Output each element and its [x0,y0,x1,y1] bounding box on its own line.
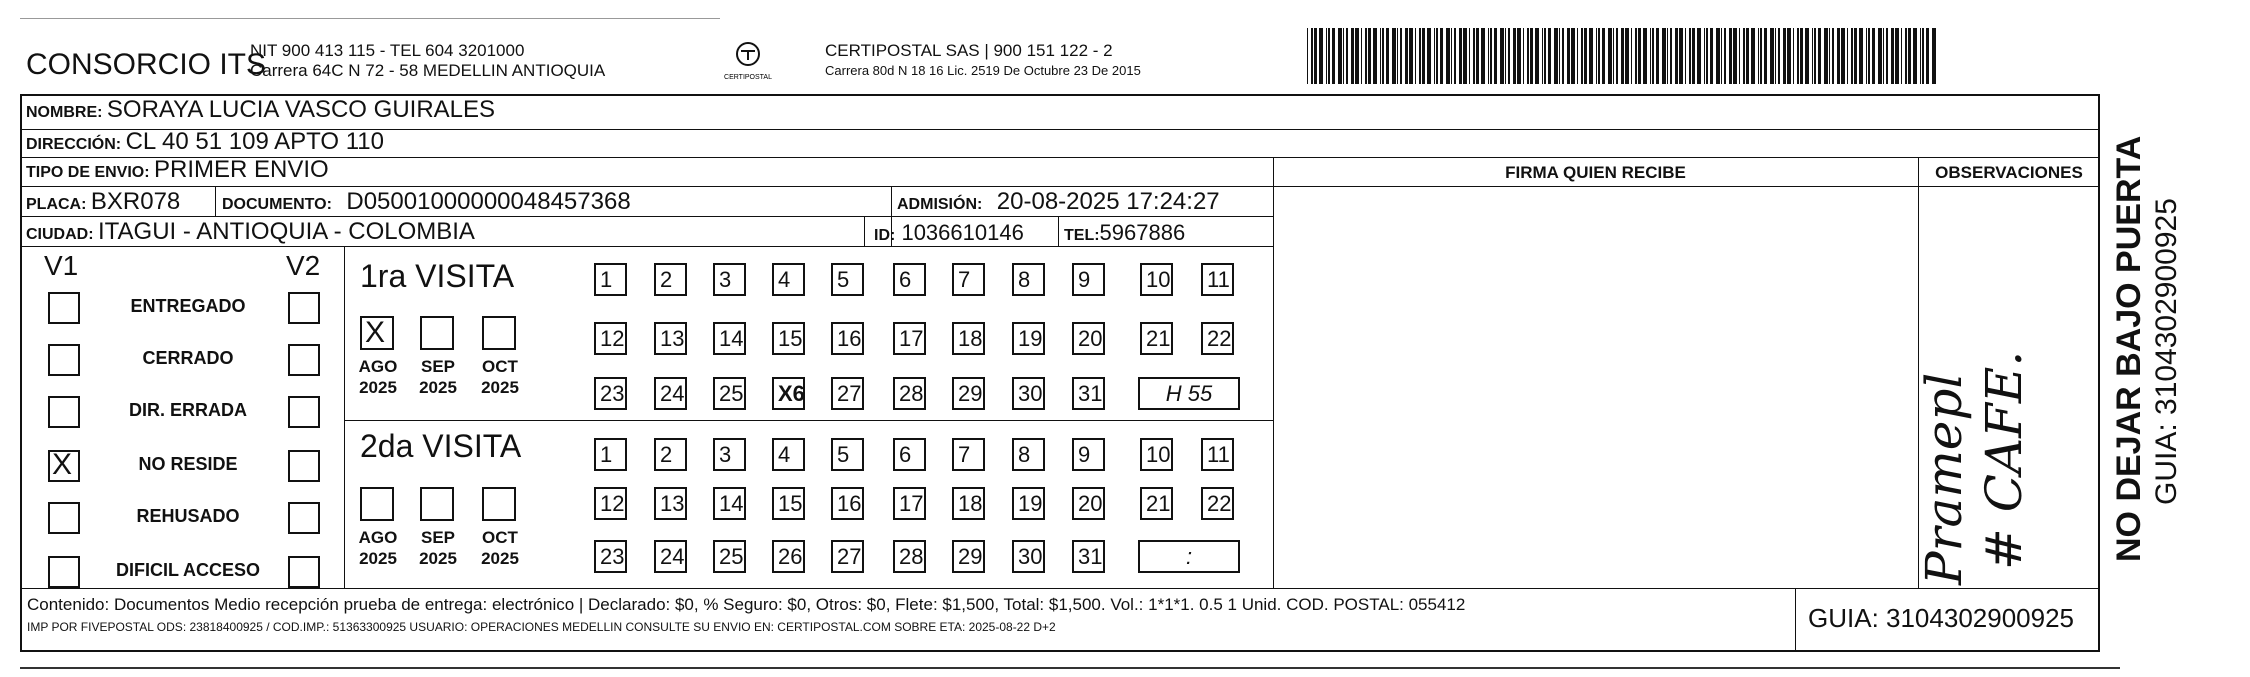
day-box[interactable]: 2 [654,263,687,296]
observaciones-handwriting-2: # CAFE. [1975,350,2033,570]
month-year: 2025 [419,549,457,568]
id-cell [874,220,1024,246]
status-v2-checkbox[interactable] [288,292,320,324]
barcode-bar [1613,28,1614,84]
barcode-bar [1697,28,1701,84]
barcode-bar [1635,28,1637,84]
day-box[interactable]: 4 [772,438,805,471]
admision-cell [897,188,1220,216]
barcode-bar [1704,28,1705,84]
ciudad-cell [26,218,475,246]
day-box[interactable]: 28 [893,377,926,410]
month-label [350,527,406,569]
barcode-bar [1631,28,1632,84]
admision-label: ADMISIÓN: [897,196,983,213]
visit1-title: 1ra VISITA [360,258,515,294]
day-box[interactable]: 10 [1140,438,1173,471]
day-box[interactable]: 9 [1072,438,1105,471]
day-box[interactable]: 26 [772,540,805,573]
barcode-bar [1505,28,1506,84]
month-checkbox[interactable] [360,487,394,521]
day-box[interactable]: 22 [1201,322,1234,355]
day-box[interactable]: 16 [831,322,864,355]
month-year: 2025 [481,549,519,568]
day-box[interactable]: 17 [893,322,926,355]
barcode-bar [1346,28,1348,84]
company-address: Carrera 64C N 72 - 58 MEDELLIN ANTIOQUIA [250,61,606,80]
barcode-bar [1446,28,1450,84]
barcode-bar [1679,28,1683,84]
barcode-bar [1328,28,1330,84]
placa-value: BXR078 [90,188,181,215]
barcode-bar [1602,28,1605,84]
barcode-bar [1866,28,1867,84]
barcode-bar [1562,28,1564,84]
barcode-bar [1405,28,1408,84]
month-name: AGO [358,528,398,547]
day-box[interactable]: 17 [893,487,926,520]
barcode-bar [1589,28,1593,84]
status-v1-checkbox[interactable] [48,502,80,534]
barcode-bar [1760,28,1762,84]
barcode-bar [1652,28,1654,84]
day-box[interactable]: 13 [654,487,687,520]
day-box[interactable]: 23 [594,540,627,573]
barcode-bar [1373,28,1377,84]
barcode-bar [1832,28,1834,84]
barcode-bar [1476,28,1479,84]
barcode-bar [1581,28,1583,84]
barcode-bar [1400,28,1402,84]
barcode-bar [1351,28,1354,84]
barcode-bar [1559,28,1560,84]
barcode-bar [1689,28,1691,84]
day-box[interactable]: 3 [713,263,746,296]
day-box[interactable]: 21 [1140,322,1173,355]
barcode-bar [1311,28,1313,84]
barcode-bar [1459,28,1462,84]
day-box[interactable]: 31 [1072,540,1105,573]
visit-time-box[interactable]: H 55 [1138,377,1240,410]
month-name: SEP [420,357,456,376]
company-nit: NIT 900 413 115 - TEL 604 3201000 [250,41,525,60]
barcode-bar [1764,28,1767,84]
status-v1-checkbox[interactable] [48,556,80,588]
placa-label: PLACA: [26,196,87,213]
day-box[interactable]: 4 [772,263,805,296]
barcode-bar [1567,28,1570,84]
barcode-bar [1490,28,1492,84]
barcode-bar [1314,28,1317,84]
month-checkbox[interactable] [420,316,454,350]
barcode-bar [1523,28,1524,84]
month-mark: X [365,316,386,349]
barcode-bar [1662,28,1666,84]
day-box[interactable]: 24 [654,540,687,573]
observaciones-header: OBSERVACIONES [1935,163,2083,182]
barcode-bar [1743,28,1745,84]
tel-cell [1064,220,1185,246]
day-box[interactable]: 20 [1072,487,1105,520]
barcode-bar [1926,28,1929,84]
day-box[interactable]: 19 [1012,322,1045,355]
day-box[interactable]: 31 [1072,377,1105,410]
barcode-bar [1841,28,1845,84]
month-year: 2025 [419,378,457,397]
barcode-bar [1868,28,1870,84]
month-label [472,527,528,569]
month-label [410,527,466,569]
barcode-bar [1517,28,1521,84]
barcode-bar [1434,28,1435,84]
barcode-bar [1584,28,1587,84]
day-box[interactable]: 28 [893,540,926,573]
barcode-bar [1500,28,1504,84]
barcode-bar [1469,28,1470,84]
day-box[interactable]: 1 [594,438,627,471]
barcode-bar [1746,28,1749,84]
month-checkbox[interactable] [482,316,516,350]
barcode-bar [1548,28,1551,84]
month-checkbox[interactable] [420,487,454,521]
barcode-bar [1733,28,1737,84]
day-box[interactable]: 5 [831,263,864,296]
barcode-bar [1895,28,1899,84]
placa-cell [26,188,180,216]
barcode-bar [1427,28,1431,84]
day-box[interactable]: 27 [831,540,864,573]
barcode-bar [1365,28,1367,84]
tipo-envio-row [26,156,329,184]
month-year: 2025 [359,378,397,397]
status-v2-checkbox[interactable] [288,396,320,428]
month-year: 2025 [359,549,397,568]
barcode-bar [1436,28,1438,84]
day-box[interactable]: 15 [772,487,805,520]
bottom-rule [20,667,2120,669]
barcode-bar [1527,28,1529,84]
certipostal-logo [724,38,772,82]
barcode-bar [1326,28,1327,84]
direccion-value: CL 40 51 109 APTO 110 [125,128,384,155]
day-box[interactable]: 18 [952,322,985,355]
barcode-bar [1824,28,1828,84]
barcode-bar [1800,28,1803,84]
day-box[interactable]: 20 [1072,322,1105,355]
month-checkbox[interactable] [482,487,516,521]
barcode-bar [1721,28,1722,84]
barcode-bar [1319,28,1323,84]
barcode-bar [1368,28,1371,84]
barcode-bar [1886,28,1888,84]
barcode-bar [1758,28,1759,84]
barcode-bar [1805,28,1809,84]
barcode-bar [1922,28,1924,84]
barcode-bar [1361,28,1362,84]
side-guia: GUIA: 3104302900925 [2150,198,2183,505]
barcode-bar [1454,28,1456,84]
barcode-bar [1932,28,1936,84]
day-box[interactable]: 19 [1012,487,1045,520]
status-label: DIR. ERRADA [128,400,247,420]
barcode-bar [1650,28,1651,84]
status-v1-checkbox[interactable] [48,292,80,324]
id-value: 1036610146 [901,220,1024,245]
barcode-bar [1621,28,1624,84]
barcode-bar [1670,28,1672,84]
barcode-bar [1829,28,1830,84]
status-v1-checkbox[interactable] [48,396,80,428]
barcode-bar [1837,28,1840,84]
barcode-bar [1872,28,1875,84]
barcode-bar [1667,28,1668,84]
barcode-bar [1814,28,1816,84]
barcode-bar [1905,28,1907,84]
barcode-bar [1598,28,1600,84]
documento-value: D05001000000048457368 [346,188,631,215]
barcode-bar [1409,28,1413,84]
status-v1-checkbox[interactable] [48,450,80,482]
barcode-bar [1724,28,1726,84]
barcode-bar [1535,28,1539,84]
status-label: CERRADO [142,348,234,368]
barcode-bar [1307,28,1308,84]
barcode-bar [1530,28,1533,84]
nombre-row [26,96,495,124]
day-box[interactable]: 22 [1201,487,1234,520]
barcode-bar [1643,28,1647,84]
day-box[interactable]: 11 [1201,438,1234,471]
barcode-bar [1343,28,1344,84]
day-box[interactable]: 25 [713,377,746,410]
direccion-row [26,128,384,156]
barcode-bar [1851,28,1853,84]
day-box[interactable]: 1 [594,263,627,296]
logo-text: CERTIPOSTAL [724,74,772,81]
day-box[interactable]: 14 [713,487,746,520]
barcode-bar [1847,28,1848,84]
day-box[interactable]: 8 [1012,438,1045,471]
day-box[interactable]: 14 [713,322,746,355]
tipo-envio-label: TIPO DE ENVIO: [26,164,150,181]
footer-imp: IMP POR FIVEPOSTAL ODS: 23818400925 / COD.IMP.: 51363300925 USUARIO: OPERACIONES MEDELLIN CONSULTE SU ENVIO EN: CERTIPOSTAL.COM SOBRE ETA: 2025-08-22 D+2 [27,620,1056,634]
visit2-title: 2da VISITA [360,428,522,464]
day-box[interactable]: 12 [594,322,627,355]
admision-value: 20-08-2025 17:24:27 [996,188,1220,215]
barcode-bar [1901,28,1902,84]
v2-header: V2 [286,250,321,281]
barcode-bar [1891,28,1894,84]
visit-time-box[interactable]: : [1138,540,1240,573]
barcode-bar [1692,28,1695,84]
barcode-bar [1793,28,1794,84]
barcode-bar [1638,28,1641,84]
tel-label: TEL: [1064,227,1100,244]
barcode-bar [1920,28,1921,84]
barcode-bar [1859,28,1863,84]
barcode-bar [1463,28,1467,84]
barcode-bar [1332,28,1335,84]
barcode-bar [1778,28,1780,84]
carrier-address: Carrera 80d N 18 16 Lic. 2519 De Octubre 23 De 2015 [825,63,1141,78]
day-box[interactable]: 27 [831,377,864,410]
status-v1-mark: X [52,448,73,481]
month-name: OCT [482,528,518,547]
month-year: 2025 [481,378,519,397]
documento-label: DOCUMENTO: [222,196,332,213]
barcode-bar [1494,28,1497,84]
barcode-bar [1783,28,1786,84]
barcode-bar [1577,28,1578,84]
barcode-bar [1481,28,1485,84]
barcode-bar [1812,28,1813,84]
barcode-bar [1797,28,1799,84]
status-v2-checkbox[interactable] [288,344,320,376]
side-no-dejar: NO DEJAR BAJO PUERTA [2110,135,2148,562]
month-name: AGO [358,357,398,376]
day-box[interactable]: 25 [713,540,746,573]
day-box[interactable]: 13 [654,322,687,355]
nombre-label: NOMBRE: [26,104,103,121]
barcode-bar [1710,28,1713,84]
barcode-bar [1818,28,1821,84]
documento-cell [222,188,631,216]
day-box[interactable]: 5 [831,438,864,471]
id-label: ID: [874,227,896,244]
barcode-bar [1596,28,1597,84]
barcode-bar [1513,28,1516,84]
barcode-bar [1544,28,1546,84]
day-box[interactable]: 7 [952,438,985,471]
barcode-bar [1386,28,1389,84]
month-checkbox[interactable] [360,316,394,350]
day-box[interactable]: 30 [1012,540,1045,573]
barcode-bar [1685,28,1686,84]
barcode-bar [1706,28,1708,84]
barcode [1307,28,1939,84]
barcode-bar [1380,28,1381,84]
barcode-bar [1355,28,1359,84]
month-label [410,356,466,398]
barcode-bar [1770,28,1774,84]
day-box[interactable]: 6 [893,438,926,471]
day-box[interactable]: 9 [1072,263,1105,296]
day-box[interactable]: 16 [831,487,864,520]
day-box[interactable]: 24 [654,377,687,410]
status-label: REHUSADO [136,506,240,526]
barcode-bar [1675,28,1678,84]
day-box[interactable]: 23 [594,377,627,410]
barcode-bar [1854,28,1857,84]
barcode-bar [1451,28,1452,84]
month-name: OCT [482,357,518,376]
day-box[interactable]: 10 [1140,263,1173,296]
day-box[interactable]: 21 [1140,487,1173,520]
barcode-bar [1571,28,1575,84]
footer-contenido: Contenido: Documentos Medio recepción prueba de entrega: electrónico | Declarado: $0, % Seguro: $0, Otros: $0, Flete: $1,500, Total: $1,500. Vol.: 1*1*1. 0.5 1 Unid. COD. POSTAL: 055412 [27,595,1466,614]
barcode-bar [1473,28,1475,84]
carrier-name: CERTIPOSTAL SAS | 900 151 122 - 2 [825,41,1113,60]
day-box[interactable]: 15 [772,322,805,355]
tel-value: 5967886 [1099,220,1186,245]
day-box[interactable]: 3 [713,438,746,471]
barcode-bar [1913,28,1917,84]
barcode-bar [1440,28,1443,84]
barcode-bar [1419,28,1421,84]
barcode-bar [1508,28,1510,84]
barcode-bar [1751,28,1755,84]
company-name: CONSORCIO ITS [26,48,267,81]
day-box[interactable]: 29 [952,540,985,573]
status-label: ENTREGADO [130,296,246,316]
barcode-bar [1338,28,1342,84]
barcode-bar [1908,28,1911,84]
v1-header: V1 [44,250,79,281]
day-box[interactable]: 11 [1201,263,1234,296]
ciudad-label: CIUDAD: [26,226,94,243]
nombre-value: SORAYA LUCIA VASCO GUIRALES [106,96,496,123]
barcode-bar [1392,28,1396,84]
barcode-bar [1625,28,1629,84]
day-box[interactable]: 29 [952,377,985,410]
firma-header: FIRMA QUIEN RECIBE [1505,163,1686,182]
barcode-bar [1397,28,1398,84]
barcode-bar [1554,28,1558,84]
barcode-bar [1716,28,1720,84]
tipo-envio-value: PRIMER ENVIO [154,156,329,183]
month-name: SEP [420,528,456,547]
month-label [350,356,406,398]
status-label: DIFICIL ACCESO [115,560,260,580]
barcode-bar [1787,28,1791,84]
status-v2-checkbox[interactable] [288,502,320,534]
day-box[interactable]: 12 [594,487,627,520]
barcode-bar [1656,28,1659,84]
barcode-bar [1542,28,1543,84]
status-label: NO RESIDE [138,454,238,474]
day-box[interactable]: 7 [952,263,985,296]
status-v2-checkbox[interactable] [288,556,320,588]
day-box[interactable]: 18 [952,487,985,520]
observaciones-handwriting-1: Pramepl [1915,372,1973,585]
status-v1-checkbox[interactable] [48,344,80,376]
barcode-bar [1775,28,1776,84]
barcode-bar [1616,28,1618,84]
barcode-bar [1878,28,1882,84]
barcode-bar [1608,28,1612,84]
barcode-bar [1415,28,1416,84]
barcode-bar [1739,28,1740,84]
barcode-bar [1422,28,1425,84]
barcode-bar [1382,28,1384,84]
day-box[interactable]: 30 [1012,377,1045,410]
ciudad-value: ITAGUI - ANTIOQUIA - COLOMBIA [98,218,475,245]
barcode-bar [1883,28,1884,84]
day-box[interactable]: 8 [1012,263,1045,296]
barcode-bar [1488,28,1489,84]
top-rule [20,18,720,19]
direccion-label: DIRECCIÓN: [26,136,122,153]
status-v2-checkbox[interactable] [288,450,320,482]
footer-guia: GUIA: 3104302900925 [1808,603,2074,633]
day-box[interactable]: 6 [893,263,926,296]
barcode-bar [1729,28,1732,84]
day-box[interactable]: 2 [654,438,687,471]
day-box[interactable]: X6 [772,377,805,410]
month-label [472,356,528,398]
